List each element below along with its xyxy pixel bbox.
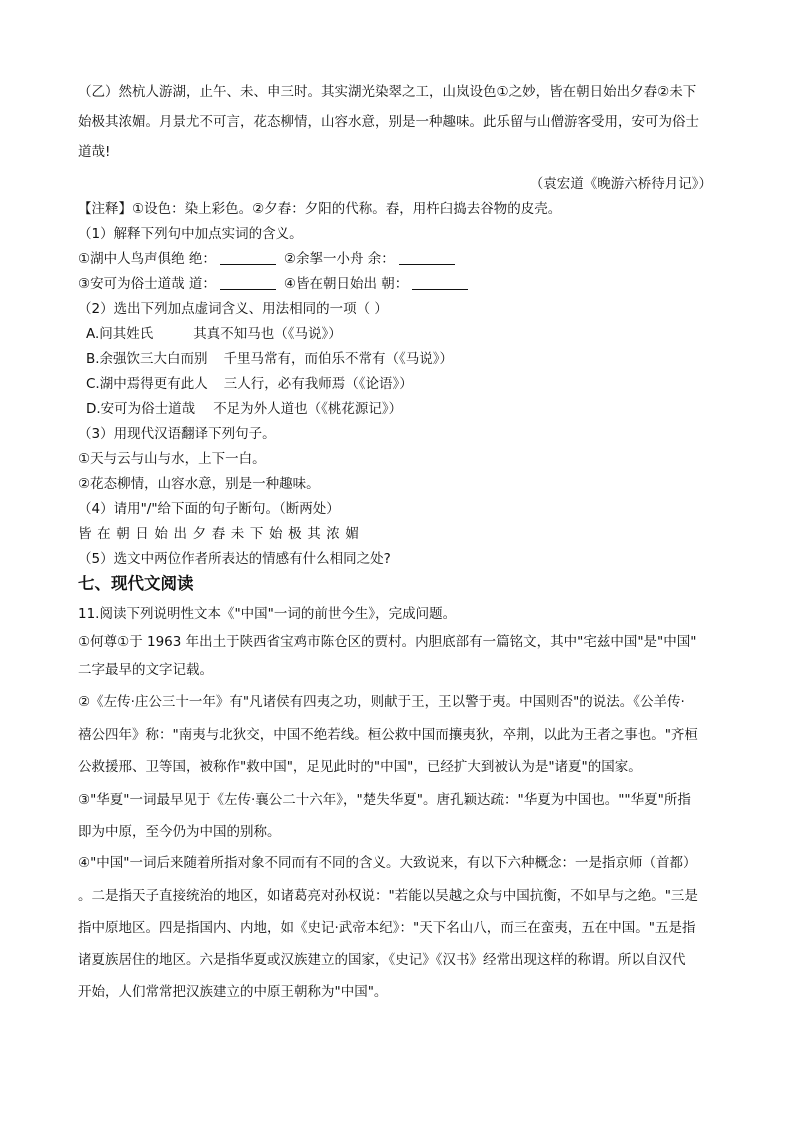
paragraph-4-line-4: 诸夏族居住的地区。六是指华夏或汉族建立的国家，《史记》《汉书》经常出现这样的称谓。所以自汉代 <box>78 952 686 968</box>
q1-item-a: ①湖中人鸟声俱绝 绝： <box>78 251 216 267</box>
option-b-right: 千里马常有，而伯乐不常有（《马说》） <box>223 351 454 367</box>
question-1-row-2 <box>78 274 476 294</box>
paragraph-4-line-1: ④"中国"一词后来随着所指对象不同而有不同的含义。大致说来，有以下六种概念：一是指京师（首都） <box>78 855 697 871</box>
question-3-sentence-1: ①天与云与山与水，上下一白。 <box>78 451 266 467</box>
paragraph-4-line-3: 指中原地区。四是指国内、内地，如《史记·武帝本纪》："天下名山八，而三在蛮夷，五在中国。"五是指 <box>78 920 696 936</box>
question-2-stem: （2）选出下列加点虚词含义、用法相同的一项（ ） <box>78 301 388 317</box>
option-c-left: C.湖中焉得更有此人 <box>86 376 208 392</box>
paragraph-1-line-2: 二字最早的文字记载。 <box>78 662 213 678</box>
answer-blank[interactable] <box>220 275 276 290</box>
paragraph-4-line-2: 。二是指天子直接统治的地区，如诸葛亮对孙权说："若能以吴越之众与中国抗衡，不如早与之绝。"三是 <box>78 888 698 904</box>
paragraph-2-line-2: 禧公四年》称："南夷与北狄交，中国不绝若线。桓公救中国而攘夷狄，卒荆，以此为王者之事也。"齐桓 <box>78 727 698 743</box>
paragraph-4-line-5: 开始，人们常常把汉族建立的中原王朝称为"中国"。 <box>78 984 388 1000</box>
section-heading: 七、现代文阅读 <box>78 574 194 593</box>
option-c-right: 三人行，必有我师焉（《论语》） <box>223 376 413 392</box>
passage-line-1: （乙）然杭人游湖，止午、未、申三时。其实湖光染翠之工，山岚设色①之妙，皆在朝日始出夕舂②未下 <box>78 84 697 100</box>
paragraph-3-line-1: ③"华夏"一词最早见于《左传·襄公二十六年》，"楚失华夏"。唐孔颖达疏："华夏为中国也。""华夏"所指 <box>78 792 691 808</box>
question-1-row-1 <box>78 249 463 269</box>
answer-blank[interactable] <box>412 275 468 290</box>
option-d-right: 不足为外人道也（《桃花源记》） <box>213 401 403 417</box>
question-1-stem: （1）解释下列句中加点实词的含义。 <box>78 226 303 242</box>
option-a-left: A.问其姓氏 <box>86 326 154 342</box>
q1-item-c: ③安可为俗士道哉 道： <box>78 276 216 292</box>
option-d <box>86 399 402 419</box>
option-d-left: D.安可为俗士道哉 <box>86 401 196 417</box>
passage-line-2: 始极其浓媚。月景尤不可言，花态柳情，山容水意，别是一种趣味。此乐留与山僧游客受用，安可为俗士 <box>78 114 699 130</box>
q1-item-b: ②余挐一小舟 余： <box>283 251 395 267</box>
option-a-right: 其真不知马也（《马说》） <box>193 326 342 342</box>
annotation-note: 【注释】①设色：染上彩色。②夕舂：夕阳的代称。舂，用杵臼捣去谷物的皮壳。 <box>78 201 562 217</box>
option-a <box>86 324 342 344</box>
question-3-stem: （3）用现代汉语翻译下列句子。 <box>78 426 276 442</box>
paragraph-2-line-1: ②《左传·庄公三十一年》有"凡诸侯有四夷之功，则献于王，王以警于夷。中国则否"的说法。《公羊传· <box>78 694 685 710</box>
option-c <box>86 374 413 394</box>
paragraph-2-line-3: 公救援邢、卫等国，被称作"救中国"，足见此时的"中国"，已经扩大到被认为是"诸夏"的国家。 <box>78 759 642 775</box>
paragraph-3-line-2: 即为中原，至今仍为中国的别称。 <box>78 824 281 840</box>
answer-blank[interactable] <box>399 250 455 265</box>
option-b <box>86 349 453 369</box>
passage-source: （袁宏道《晚游六桥待月记》） <box>529 176 712 192</box>
question-3-sentence-2: ②花态柳情，山容水意，别是一种趣味。 <box>78 476 320 492</box>
option-b-left: B.余强饮三大白而别 <box>86 351 208 367</box>
question-11-stem: 11.阅读下列说明性文本《"中国"一词的前世今生》，完成问题。 <box>78 606 457 622</box>
question-4-stem: （4）请用"/"给下面的句子断句。（断两处） <box>78 501 340 517</box>
paragraph-1-line-1: ①何尊①于 1963 年出土于陕西省宝鸡市陈仓区的贾村。内胆底部有一篇铭文，其中"宅兹中国"是"中国" <box>78 634 697 650</box>
question-4-text: 皆在朝日始出夕舂未下始极其浓媚 <box>78 526 365 542</box>
answer-blank[interactable] <box>220 250 276 265</box>
question-5-stem: （5）选文中两位作者所表达的情感有什么相同之处? <box>78 551 391 567</box>
passage-line-3: 道哉! <box>78 144 111 160</box>
q1-item-d: ④皆在朝日始出 朝： <box>283 276 409 292</box>
